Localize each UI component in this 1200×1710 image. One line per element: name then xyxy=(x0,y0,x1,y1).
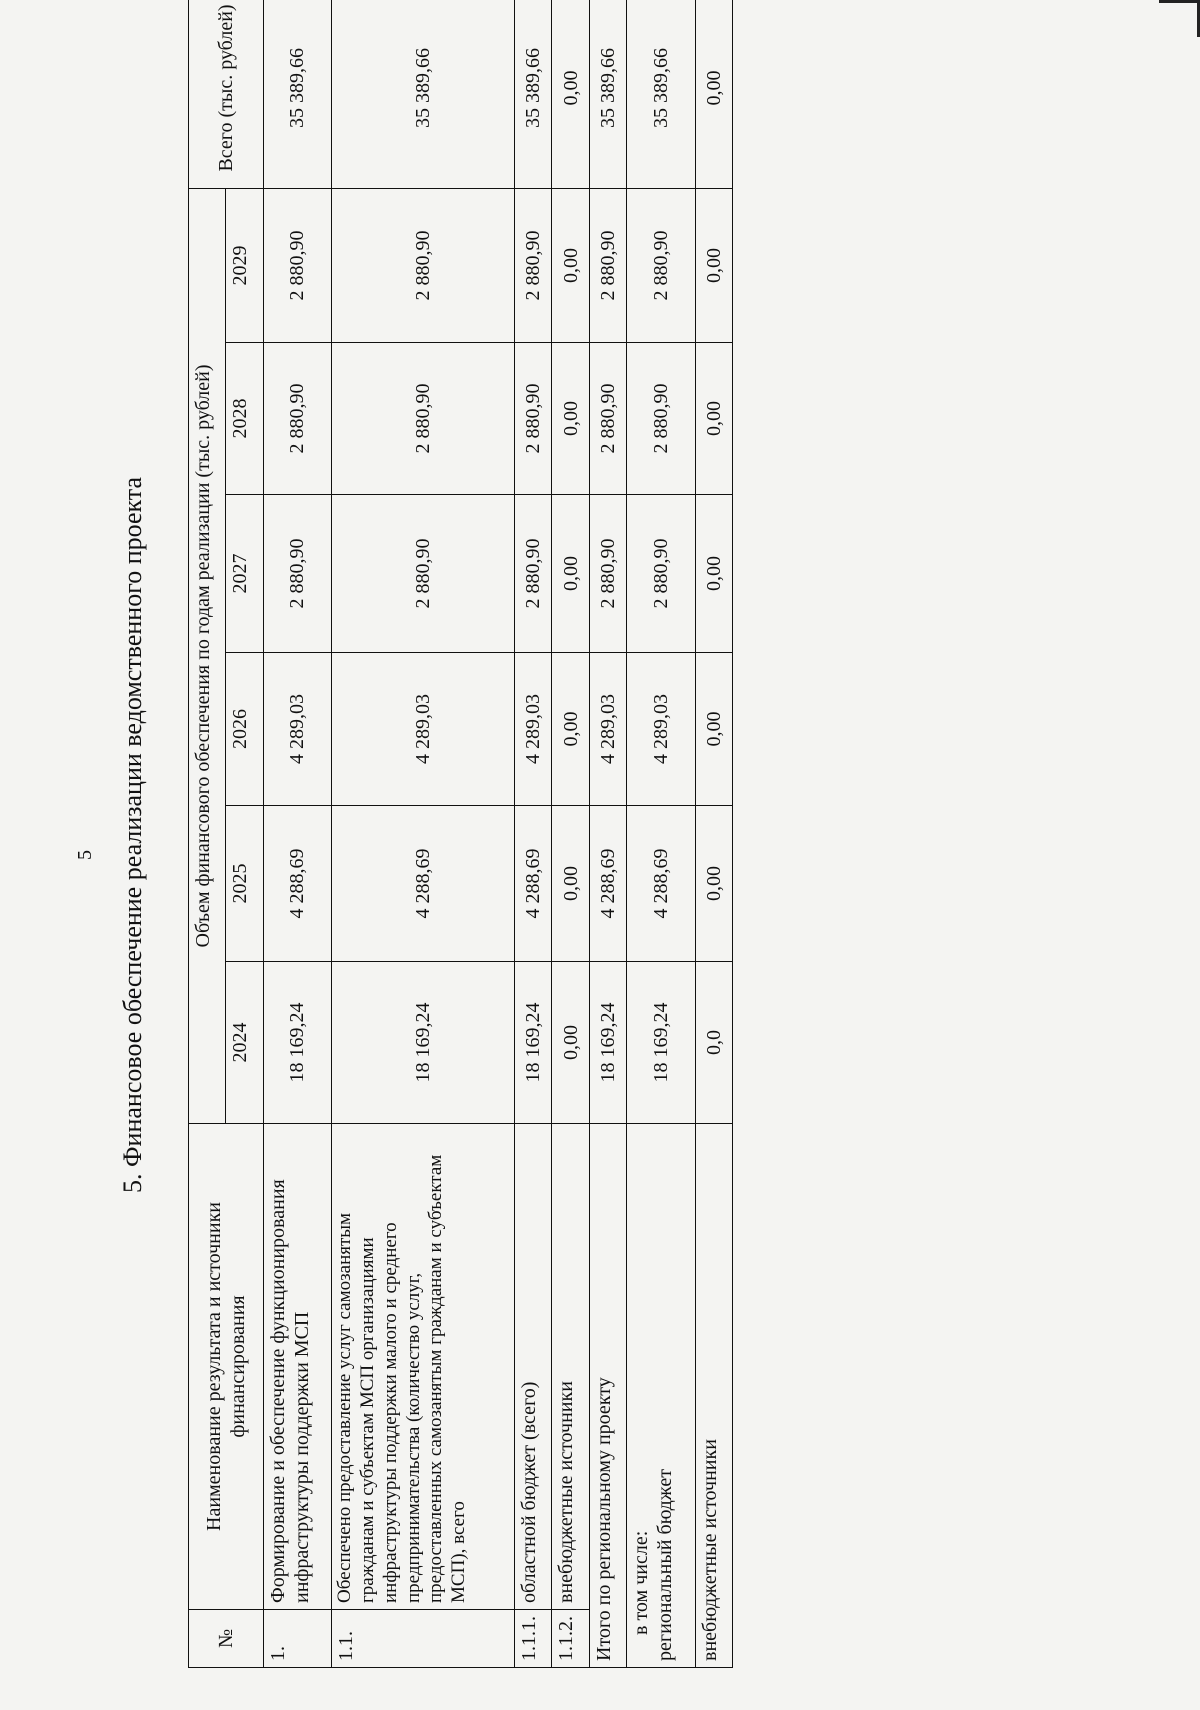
row-value: 0,00 xyxy=(695,806,733,962)
table-row xyxy=(514,0,551,1668)
row-value: 18 169,24 xyxy=(263,962,331,1124)
page-title xyxy=(118,0,148,1650)
row-value: 2 880,90 xyxy=(332,495,515,653)
regional-budget-row xyxy=(627,0,695,1668)
row-total: 35 389,66 xyxy=(514,0,551,188)
row-total: 35 389,66 xyxy=(263,0,331,188)
row-value: 18 169,24 xyxy=(514,962,551,1124)
row-value: 2 880,90 xyxy=(263,495,331,653)
row-value: 0,00 xyxy=(695,653,733,806)
header-year: 2025 xyxy=(226,806,263,962)
including-label: в том числе: xyxy=(630,1530,653,1635)
row-total: 0,00 xyxy=(695,0,733,188)
header-total: Всего (тыс. рублей) xyxy=(189,0,264,188)
row-value: 2 880,90 xyxy=(332,188,515,342)
row-value: 2 880,90 xyxy=(514,495,551,653)
header-num: № xyxy=(189,1610,264,1668)
table-row xyxy=(332,0,515,1668)
row-value: 18 169,24 xyxy=(332,962,515,1124)
row-total: 35 389,66 xyxy=(589,0,626,188)
row-value: 2 880,90 xyxy=(263,188,331,342)
header-year: 2027 xyxy=(226,495,263,653)
row-value: 0,00 xyxy=(695,495,733,653)
row-value: 18 169,24 xyxy=(627,962,695,1124)
row-name: внебюджетные источники xyxy=(552,1124,589,1610)
row-value: 0,00 xyxy=(552,806,589,962)
row-value: 2 880,90 xyxy=(332,343,515,495)
row-value: 4 289,03 xyxy=(514,653,551,806)
row-num: 1. xyxy=(263,1610,331,1668)
row-value: 0,00 xyxy=(695,343,733,495)
row-value: 2 880,90 xyxy=(627,495,695,653)
page-title-text: 5. Финансовое обеспечение реализации ведомственного проекта xyxy=(118,477,147,1193)
row-total: 35 389,66 xyxy=(332,0,515,188)
offbudget-row-name: внебюджетные источники xyxy=(695,1124,733,1668)
header-year: 2026 xyxy=(226,653,263,806)
row-value: 2 880,90 xyxy=(589,343,626,495)
row-name: Формирование и обеспечение функционирования инфраструктуры поддержки МСП xyxy=(263,1124,331,1610)
row-value: 4 288,69 xyxy=(589,806,626,962)
row-total: 35 389,66 xyxy=(627,0,695,188)
row-value: 0,00 xyxy=(552,653,589,806)
page-number: 5 xyxy=(74,850,96,860)
regional-row-name xyxy=(627,1124,695,1668)
row-value: 2 880,90 xyxy=(589,188,626,342)
table-row xyxy=(263,0,331,1668)
row-value: 4 288,69 xyxy=(263,806,331,962)
row-total: 0,00 xyxy=(552,0,589,188)
row-value: 2 880,90 xyxy=(589,495,626,653)
row-value: 4 289,03 xyxy=(332,653,515,806)
row-value: 2 880,90 xyxy=(627,188,695,342)
row-value: 0,00 xyxy=(552,962,589,1124)
row-num: 1.1.2. xyxy=(552,1610,589,1668)
header-year: 2028 xyxy=(226,343,263,495)
row-value: 2 880,90 xyxy=(514,343,551,495)
row-value: 0,0 xyxy=(695,962,733,1124)
row-value: 4 288,69 xyxy=(627,806,695,962)
table-row xyxy=(552,0,589,1668)
row-value: 2 880,90 xyxy=(627,343,695,495)
row-value: 0,00 xyxy=(552,188,589,342)
row-name: Обеспечено предоставление услуг самозанятым гражданам и субъектам МСП организациями инфраструктуры поддержки малого и среднего предпринимательства (количество услуг, предоставленных самозанятым гражданам и субъектам МСП), всего xyxy=(332,1124,515,1610)
header-row xyxy=(189,0,226,1668)
row-value: 0,00 xyxy=(552,343,589,495)
row-value: 2 880,90 xyxy=(514,188,551,342)
row-num: 1.1.1. xyxy=(514,1610,551,1668)
regional-label: региональный бюджет xyxy=(654,1469,677,1661)
offbudget-row xyxy=(695,0,733,1668)
header-year: 2024 xyxy=(226,962,263,1124)
row-value: 4 289,03 xyxy=(589,653,626,806)
header-name: Наименование результата и источники финансирования xyxy=(189,1124,264,1610)
row-value: 4 289,03 xyxy=(627,653,695,806)
row-value: 4 288,69 xyxy=(514,806,551,962)
header-group: Объем финансового обеспечения по годам реализации (тыс. рублей) xyxy=(189,188,226,1123)
financing-table xyxy=(188,0,733,1668)
row-value: 4 289,03 xyxy=(263,653,331,806)
row-value: 2 880,90 xyxy=(263,343,331,495)
row-value: 18 169,24 xyxy=(589,962,626,1124)
row-value: 4 288,69 xyxy=(332,806,515,962)
row-num: 1.1. xyxy=(332,1610,515,1668)
row-value: 0,00 xyxy=(552,495,589,653)
row-name: областной бюджет (всего) xyxy=(514,1124,551,1610)
row-value: 0,00 xyxy=(695,188,733,342)
total-row-name: Итого по региональному проекту xyxy=(589,1124,626,1668)
total-row xyxy=(589,0,626,1668)
header-year: 2029 xyxy=(226,188,263,342)
